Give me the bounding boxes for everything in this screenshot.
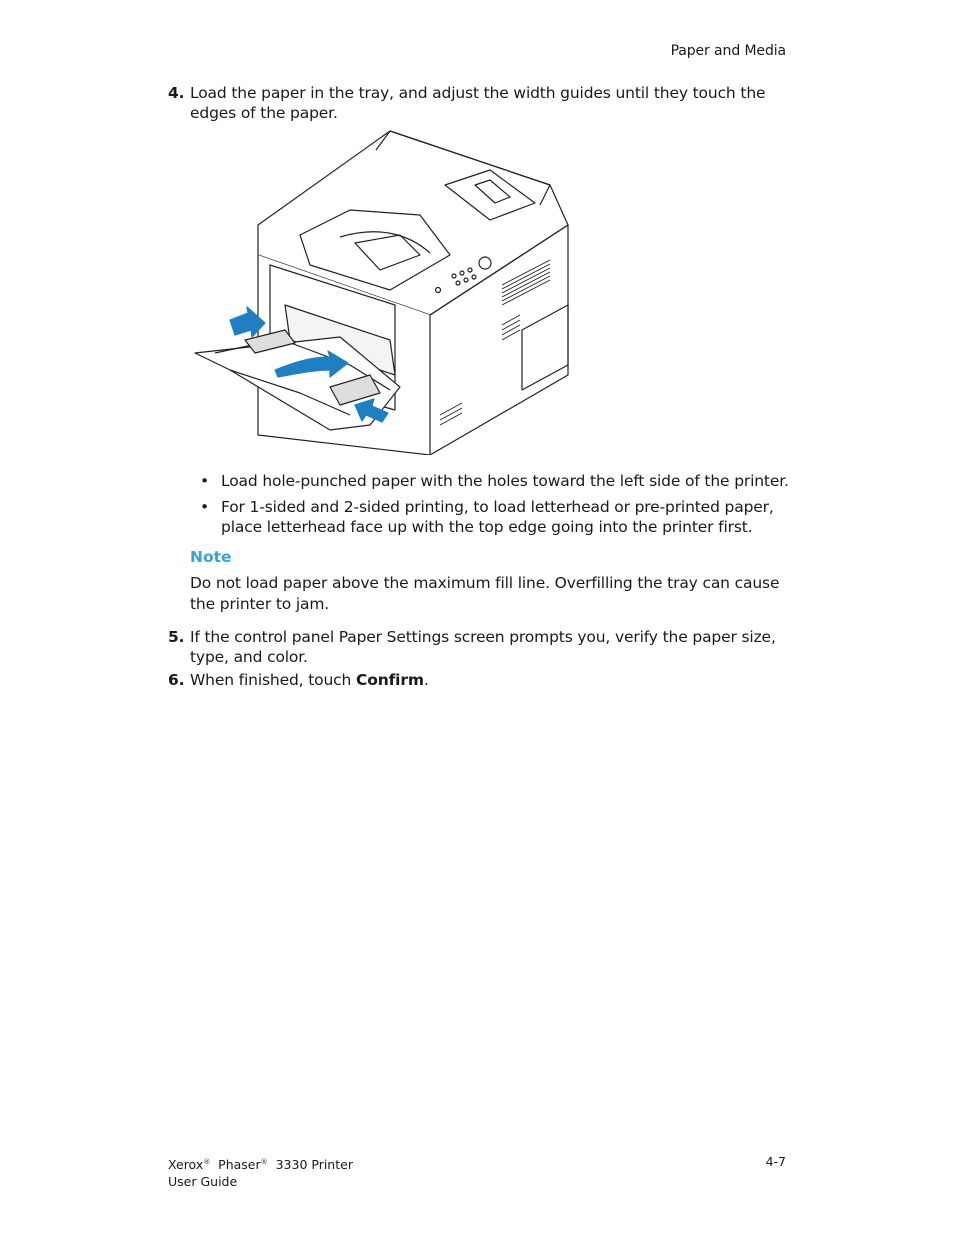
bullet-text: For 1-sided and 2-sided printing, to load letterhead or pre-printed paper, place letterhead face up with the top edge going into the printer first. <box>221 498 774 536</box>
bullet-text: Load hole-punched paper with the holes toward the left side of the printer. <box>221 472 789 490</box>
step-number: 6. <box>168 671 185 689</box>
running-header: Paper and Media <box>670 43 786 59</box>
step-6 <box>168 670 788 690</box>
note-heading: Note <box>190 548 232 566</box>
step-text: When finished, touch Confirm. <box>190 671 429 689</box>
list-item: • For 1-sided and 2-sided printing, to load letterhead or pre-printed paper, place letterhead face up with the top edge going into the printer first. <box>200 498 774 536</box>
list-item: • Load hole-punched paper with the holes toward the left side of the printer. <box>200 472 789 490</box>
bullet-list <box>200 471 800 537</box>
footer-product: Xerox® Phaser® 3330 Printer User Guide <box>168 1157 353 1190</box>
footer-doc-title: User Guide <box>168 1174 238 1190</box>
step-text: If the control panel Paper Settings screen prompts you, verify the paper size, type, and color. <box>190 628 776 666</box>
step-number: 5. <box>168 628 185 646</box>
note-body: Do not load paper above the maximum fill line. Overfilling the tray can cause the printer to jam. <box>190 574 780 613</box>
step-4 <box>168 83 788 123</box>
page-number: 4-7 <box>765 1154 786 1169</box>
step-5 <box>168 627 788 667</box>
step-text: Load the paper in the tray, and adjust the width guides until they touch the edges of the paper. <box>190 84 766 122</box>
confirm-label: Confirm <box>355 671 424 689</box>
step-number: 4. <box>168 84 185 102</box>
printer-bypass-tray-illustration <box>190 125 580 455</box>
